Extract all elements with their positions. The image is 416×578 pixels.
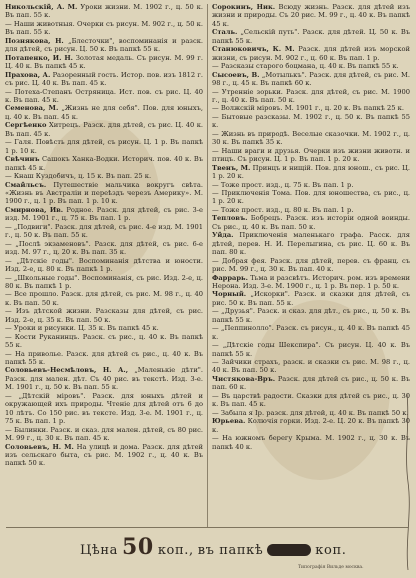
catalog-entry <box>5 350 203 367</box>
entry-text: Тьма и разсвѣтъ. Историч. ром. изъ времени Нерона. Изд. 3-е. М. 1900 г., ц. 1 р. Въ пер. 1 р. 50 к. <box>212 273 410 290</box>
entry-text: На улицѣ и дома. Разск. для дѣтей изъ сельскаго быта, съ рис. М. 1902 г., ц. 40 к. Въ папкѣ 50 к. <box>5 442 203 468</box>
price-line <box>80 534 346 560</box>
entry-text: — Волжскій міровъ. М. 1901 г., ц. 20 к. Въ папкѣ 25 к. <box>212 104 404 113</box>
entry-text: — Галя. Повѣсть для дѣтей, съ рисун. Ц. 1 р. Въ папкѣ 1 р. 10 к. <box>5 138 203 155</box>
binding-label: въ папкѣ <box>197 543 264 558</box>
entry-author: Сергѣенко <box>5 121 47 130</box>
entry-text: Золотая медаль. Съ рисун. М. 99 г. Ц. 40 к. Въ папкѣ 45 к. <box>5 53 203 71</box>
catalog-entry <box>5 71 203 88</box>
entry-text: Колючія горки. Изд. 2-е. Ц. 20 к. Въ папкѣ 30 к. <box>212 417 410 434</box>
catalog-entry <box>5 324 203 332</box>
catalog-entry <box>212 88 410 105</box>
catalog-entry <box>212 147 410 164</box>
entry-text: „Сельскій путь". Разск. для дѣтей. Ц. 50 к. Въ папкѣ 55 к. <box>212 28 410 45</box>
catalog-entry <box>212 189 410 206</box>
entry-author: Твенъ, М. <box>212 163 251 172</box>
catalog-entry <box>212 434 410 451</box>
binding-unit: коп. <box>315 543 347 558</box>
entry-text: — Утренніе зорьки. Разск. для дѣтей, съ рис. М. 1900 г., ц. 40 к. Въ пап. 50 к. <box>212 87 410 104</box>
entry-text: Приключенія маленькаго графа. Расск. для дѣтей, перев. Н. И. Перелыгина, съ рис. Ц. 60 к. Въ пап. 80 к. <box>212 231 410 257</box>
entry-text: Родное. Разск. для дѣтей, съ рис. 3-е изд. М. 1901 г., ц. 75 к. Въ пап. 1 р. <box>5 205 203 223</box>
catalog-entry <box>5 138 203 155</box>
entry-text: — Жизнь въ природѣ. Веселые сказочки. М. 1902 г., ц. 30 к. Въ папкѣ 35 к. <box>212 129 410 147</box>
entry-text: — Изъ дѣтской жизни. Разсказы для дѣтей, съ рис. Изд. 2-е, ц. 35 к. Въ пап. 50 к. <box>5 307 203 324</box>
catalog-entry <box>5 257 203 274</box>
entry-text: — Тоже прост. изд., ц. 75 к. Въ пап. 1 р. <box>212 180 354 189</box>
catalog-entry <box>5 333 203 350</box>
entry-author: Смайльсъ. <box>5 180 47 189</box>
catalog-entry <box>5 290 203 307</box>
left-column <box>5 3 203 525</box>
catalog-entry <box>212 417 410 434</box>
entry-author: Сталь. <box>212 28 238 37</box>
entry-text: „Маленькіе дѣти". Разск. для мален. дѣт. Съ 40 рис. въ текстѣ. Изд. 3-е. М. 1901 г., ц. 50 к. Въ пап. 55 к. <box>5 366 203 392</box>
catalog-entry <box>5 37 203 54</box>
catalog-entry <box>5 392 203 426</box>
entry-text: Сашокъ Ханка-Водки. Историч. пов. 40 к. Въ папкѣ 45 к. <box>5 155 203 172</box>
entry-text: — Кости Руканинцъ. Разск. съ рис., ц. 40 к. Въ папкѣ 55 к. <box>5 332 203 350</box>
entry-text: Бобрецъ. Разск. изъ исторіи одной воинды. Съ рис., ц. 40 к. Въ пап. 50 к. <box>212 214 410 231</box>
catalog-entry <box>212 130 410 147</box>
entry-author: Сысоевъ, В. <box>212 70 260 79</box>
entry-text: — „Послѣ экзаменовъ". Разск. для дѣтей, съ рис. 6-е изд. М. 97 г., ц. 20 к. Въ пап. 35 к. <box>5 239 203 257</box>
entry-author: Уйда. <box>212 231 234 240</box>
entry-author: Никольскій, А. М. <box>5 3 78 11</box>
catalog-entry <box>212 214 410 231</box>
catalog-entry <box>5 366 203 391</box>
entry-text: — „Школьные годы". Воспоминанія, съ рис. Изд. 2-е, ц. 80 к. Въ папкѣ 1 р. <box>5 273 203 290</box>
entry-author: Чорный. <box>212 290 247 299</box>
entry-text: Путешествіе мальчика вокругъ свѣта. «Жизнь въ Австраліи и переѣздъ черезъ Америку». М. 1900 г., ц. 1 р. Въ пап. 1 р. 10 к. <box>5 180 203 206</box>
entry-text: Разск. для дѣтей съ рис., ц. 50 к. Въ пап. 60 к. <box>212 374 410 392</box>
entry-author: Фаррарь. <box>212 273 248 282</box>
catalog-entry <box>5 181 203 206</box>
entry-author: Свѣчинъ <box>5 155 40 164</box>
catalog-entry <box>212 375 410 392</box>
catalog-entry <box>212 257 410 274</box>
catalog-entry <box>212 290 410 307</box>
entry-text: „Искорки". Разск. и сказки для дѣтей, съ рис. 50 к. Въ пап. 55 к. <box>212 290 410 307</box>
entry-author: Тепловъ. <box>212 214 248 223</box>
entry-author: Станюковичъ, К. М. <box>212 45 295 54</box>
entry-text: — Наши животныя. Очерки съ рисун. М. 902 г., ц. 50 к. Въ пап. 55 к. <box>5 19 203 37</box>
catalog-entry <box>212 409 410 417</box>
entry-text: Принцъ и нищій. Пов. для юнош., съ рис. Ц. 1 р. 20 к. <box>212 163 410 181</box>
entry-text: Разск. для дѣтей изъ морской жизни, съ рисун. М. 902 г., ц. 60 к. Въ пап. 1 р. <box>212 45 410 62</box>
entry-text: — „Дѣтскіе годы". Воспоминанія дѣтства и юности. Изд. 2-е, ц. 80 к. Въ папкѣ 1 р. <box>5 256 203 274</box>
entry-author: Юрьева. <box>212 417 246 426</box>
entry-text: — Бытовые разсказы. М. 1902 г., ц. 50 к. Въ папкѣ 55 к. <box>212 112 410 130</box>
catalog-entry <box>212 164 410 181</box>
catalog-entry <box>212 274 410 291</box>
price-label: Цѣна <box>80 543 118 558</box>
printer-imprint: Типографія Вильде москва. <box>298 565 364 570</box>
entry-author: Сорокинъ, Ник. <box>212 3 276 11</box>
entry-text: — „Пеппинолло". Разск. съ рисун., ц. 40 к. Въ папкѣ 45 к. <box>212 324 410 341</box>
entry-text: — Потеха-Степанъ Остряница. Ист. пов. съ рис. Ц. 40 к. Въ пап. 45 к. <box>5 87 203 104</box>
catalog-entry <box>212 3 410 28</box>
catalog-entry <box>212 307 410 324</box>
entry-author: Потапенко, И. Н. <box>5 53 73 62</box>
entry-text: — „Подвиги". Разск. для дѣтей, съ рис. 4-е изд. М. 1901 г., ц. 50 к. Въ пап. 55 к. <box>5 222 203 240</box>
catalog-entry <box>212 341 410 358</box>
entry-text: — „Дѣтскій міровъ". Разск. для юныхъ дѣтей и окружающей ихъ природы. Чтеніе для дѣтей отъ 6 до 10 лѣтъ. Со 150 рис. въ тексте. Изд. 3-е. М. 1901 г., ц. 75 к. Въ пап. 1 р. <box>5 391 203 426</box>
entry-text: — На южномъ берегу Крыма. М. 1902 г., ц. 30 к. Въ папкѣ 40 к. <box>212 434 410 451</box>
catalog-entry <box>212 358 410 375</box>
catalog-entry <box>5 20 203 37</box>
entry-text: — „Друзья". Разск. и сказ. для дѣт., съ рис., ц. 50 к. Въ папкѣ 55 к. <box>212 307 410 324</box>
entry-author: Соловьевъ, Н. М. <box>5 442 74 451</box>
entry-author: Смирнова, Ив. <box>5 205 64 214</box>
footer-rule <box>6 527 408 528</box>
catalog-entry <box>212 206 410 214</box>
entry-text: Уроки жизни. М. 1902 г., ц. 50 к. Въ пап. 55 к. <box>5 3 203 20</box>
catalog-entry <box>5 206 203 223</box>
entry-author: Соловьевъ-Несмѣловъ, Н. А., <box>5 366 129 375</box>
catalog-entry <box>5 104 203 121</box>
catalog-entry <box>5 240 203 257</box>
entry-text: „Блесточки", воспоминанія и разск. для дѣтей, съ рисун. Ц. 50 к. Въ папкѣ 55 к. <box>5 36 203 54</box>
catalog-entry <box>212 28 410 45</box>
entry-author: Семенова, М. <box>5 104 59 113</box>
handwritten-mark <box>402 392 412 572</box>
catalog-entry <box>5 426 203 443</box>
entry-text: Разоренный гость. Истор. пов. изъ 1812 г. съ рис. Ц. 40 к. Въ пап. 45 к. <box>5 70 203 88</box>
right-column <box>212 3 410 525</box>
catalog-entry <box>5 155 203 172</box>
entry-text: — Тоже прост. изд., ц. 80 к. Въ пап. 1 р. <box>212 205 354 214</box>
catalog-entry <box>212 231 410 256</box>
column-divider <box>207 4 208 527</box>
entry-text: — На приволье. Разск. для дѣтей съ рис., ц. 40 к. Въ папкѣ 55 к. <box>5 349 203 367</box>
entry-text: — Наши враги и друзья. Очерки изъ жизни животн. и птицъ. Съ рисун. Ц. 1 р. Въ пап. 1 р. 20 к. <box>212 146 410 164</box>
entry-author: Прахова, А. <box>5 70 51 79</box>
entry-author: Чистякова-Връ. <box>212 374 276 383</box>
entry-text: — Въ царствѣ радости. Сказки для дѣтей съ рис., ц. 30 к. Въ пап. 45 к. <box>212 391 410 409</box>
entry-text: — Уроки и рисунки. Ц. 35 к. Въ папкѣ 45 к. <box>5 324 159 333</box>
ink-blot <box>267 544 311 556</box>
catalog-entry <box>5 223 203 240</box>
entry-text: — Все прошло. Разск. для дѣтей, съ рис. М. 98 г., ц. 40 к. Въ пап. 50 к. <box>5 290 203 307</box>
entry-text: Всюду жизнь. Разск. для дѣтей изъ жизни и природы. Съ 20 рис. М. 99 г., ц. 40 к. Въ папкѣ 45 к. <box>212 3 410 28</box>
price-value: 50 <box>122 534 154 560</box>
catalog-entry <box>5 172 203 180</box>
entry-text: — Разсказы старого боцмана, ц. 40 к. Въ папкѣ 55 к. <box>212 62 399 71</box>
entry-author: Познякова, Н. <box>5 36 64 45</box>
entry-text: „Мотылькъ". Разск. для дѣтей, съ рис. М. 98 г., ц. 45 к. Въ папкѣ 60 к. <box>212 70 410 88</box>
catalog-entry <box>212 181 410 189</box>
catalog-entry <box>212 45 410 62</box>
catalog-entry <box>5 3 203 20</box>
entry-text: — Забыла я Ір. разск. для дѣтей, ц. 40 к. Въ папкѣ 50 к. <box>212 408 409 417</box>
catalog-entry <box>212 71 410 88</box>
catalog-entry <box>212 113 410 130</box>
catalog-entry <box>5 88 203 105</box>
catalog-entry <box>212 104 410 112</box>
entry-text: — Зайчики страхъ, разск. и сказки съ рис. М. 98 г., ц. 40 к. Въ пап. 50 к. <box>212 358 410 375</box>
catalog-entry <box>5 307 203 324</box>
catalog-entry <box>212 324 410 341</box>
entry-text: „Жизнь не для себя". Пов. для юныхъ, ц. 40 к. Въ пап. 45 к. <box>5 104 203 121</box>
entry-text: — Былинки. Разск. и сказ. для мален. дѣтей, съ 80 рис. М. 99 г., ц. 30 к. Въ пап. 45 к. <box>5 425 203 443</box>
catalog-entry <box>212 392 410 409</box>
catalog-entry <box>5 54 203 71</box>
entry-text: Хитрецъ. Разск. для дѣтей, съ рис. Ц. 40 к. Въ пап. 45 к. <box>5 121 203 138</box>
catalog-entry <box>212 62 410 70</box>
entry-text: — „Дѣтскіе годы Шекспира". Съ рисун. Ц. 40 к. Въ папкѣ 55 к. <box>212 341 410 358</box>
entry-text: — Приключенія Тома. Пов. для юношества, съ рис., ц. 1 р. 20 к. <box>212 188 410 206</box>
price-unit: коп., <box>157 543 194 558</box>
catalog-entry <box>5 443 203 468</box>
catalog-entry <box>5 121 203 138</box>
catalog-entry <box>5 274 203 291</box>
entry-text: — Добрая фея. Разск. для дѣтей, перев. съ франц. съ рис. М. 99 г., ц. 30 к. Въ пап. 40 к. <box>212 256 410 274</box>
entry-text: — Кнаш Куздобичъ, ц. 15 к. Въ пап. 25 к. <box>5 172 152 181</box>
